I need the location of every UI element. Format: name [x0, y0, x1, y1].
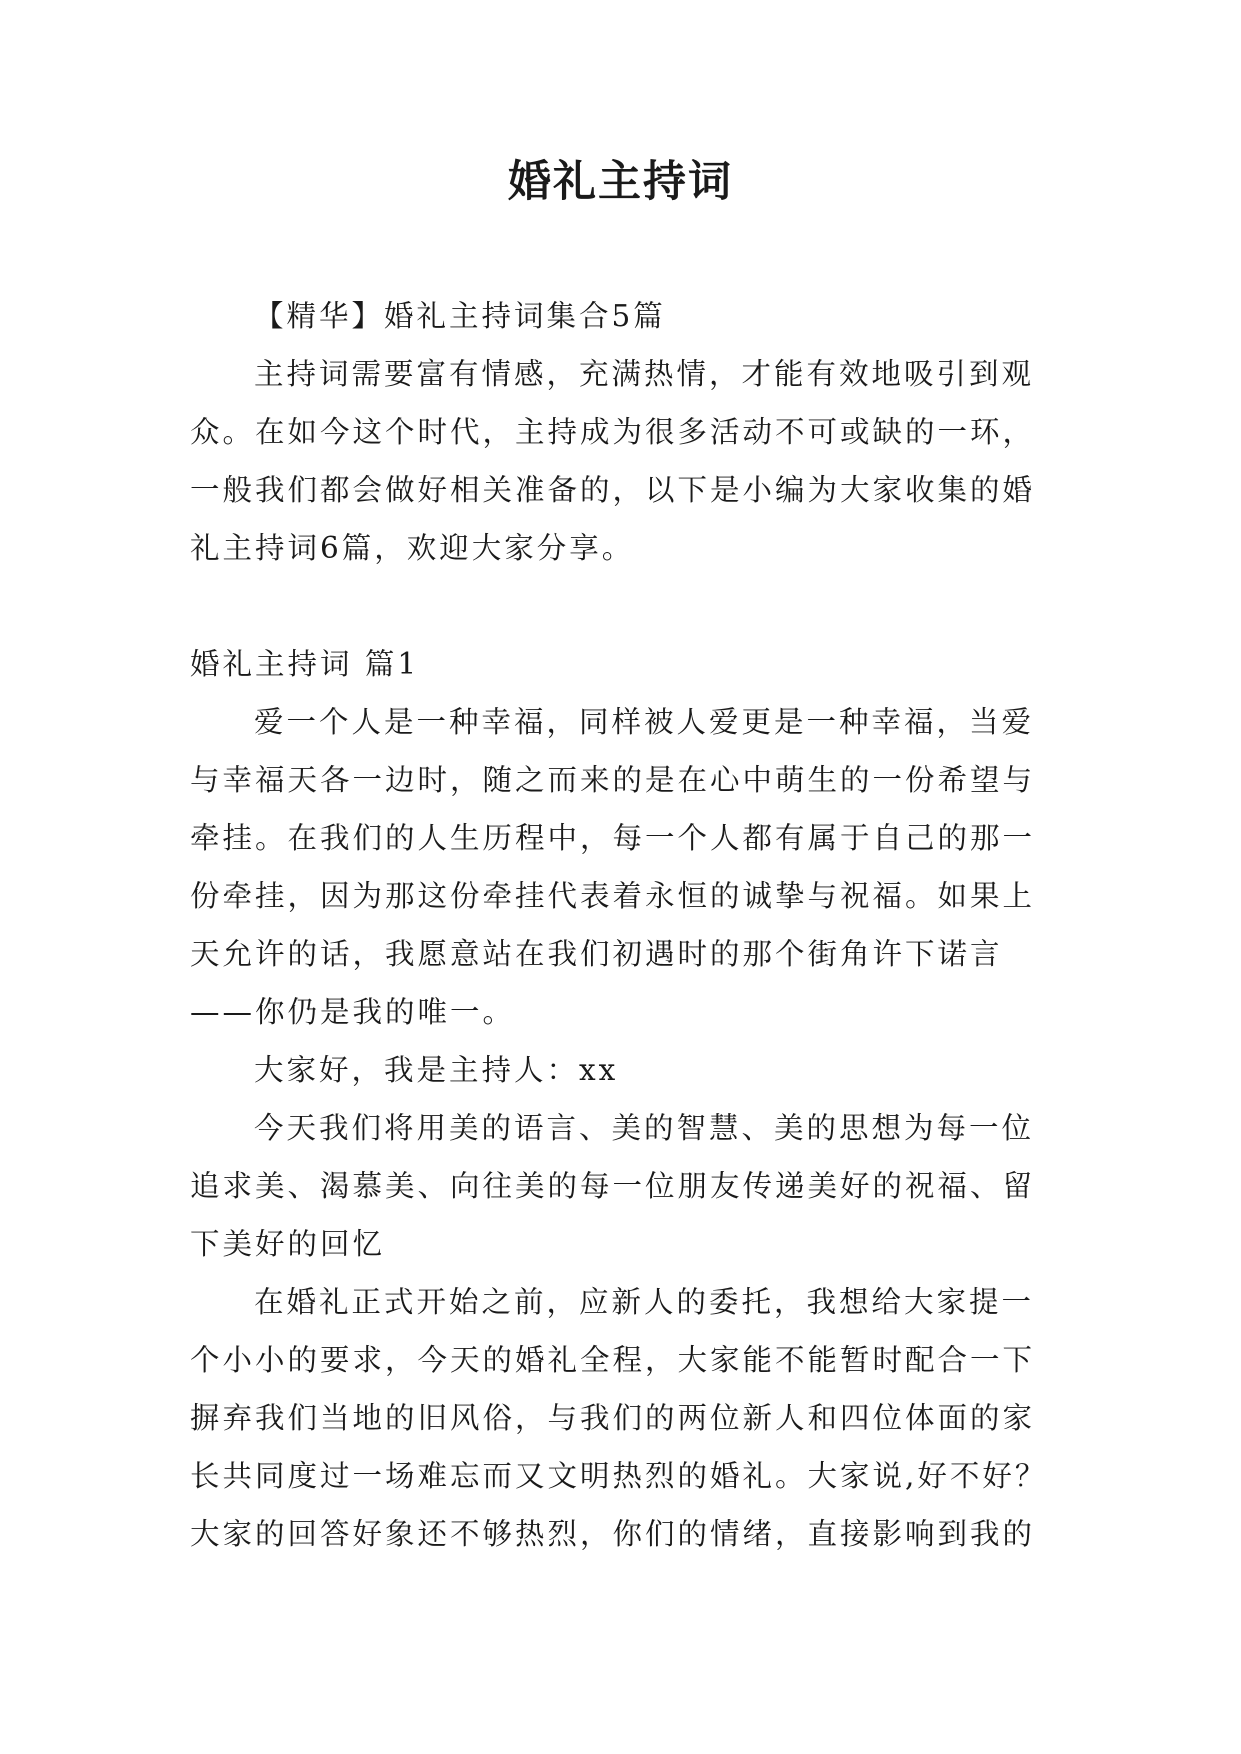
body-paragraph-1: 爱一个人是一种幸福，同样被人爱更是一种幸福，当爱与幸福天各一边时，随之而来的是在心中萌生的一份希望与牵挂。在我们的人生历程中，每一个人都有属于自己的那一份牵挂，因为那这份牵挂代表着永恒的诚挚与祝福。如果上天允许的话，我愿意站在我们初遇时的那个街角许下诺言 — [190, 705, 1036, 971]
page-title: 婚礼主持词 — [508, 157, 733, 207]
body-paragraph-4: 今天我们将用美的语言、美的智慧、美的思想为每一位追求美、渴慕美、向往美的每一位朋友传递美好的祝福、留下美好的回忆 — [190, 1111, 1036, 1261]
intro-paragraph: 主持词需要富有情感，充满热情，才能有效地吸引到观众。在如今这个时代，主持成为很多活动不可或缺的一环，一般我们都会做好相关准备的，以下是小编为大家收集的婚礼主持词6篇，欢迎大家分享。 — [190, 357, 1036, 565]
intro-heading: 【精华】婚礼主持词集合5篇 — [254, 299, 666, 333]
body-paragraph-3: 大家好，我是主持人：xx — [254, 1053, 619, 1087]
section-heading: 婚礼主持词 篇1 — [190, 647, 420, 681]
body-paragraph-5: 在婚礼正式开始之前，应新人的委托，我想给大家提一个小小的要求，今天的婚礼全程，大家能不能暂时配合一下摒弃我们当地的旧风俗，与我们的两位新人和四位体面的家长共同度过一场难忘而又文明热烈的婚礼。大家说,好不好？大家的回答好象还不够热烈，你们的情绪，直接影响到我的 — [190, 1285, 1048, 1551]
document-body — [190, 287, 1060, 1563]
body-paragraph-2: ——你仍是我的唯一。 — [190, 995, 516, 1029]
